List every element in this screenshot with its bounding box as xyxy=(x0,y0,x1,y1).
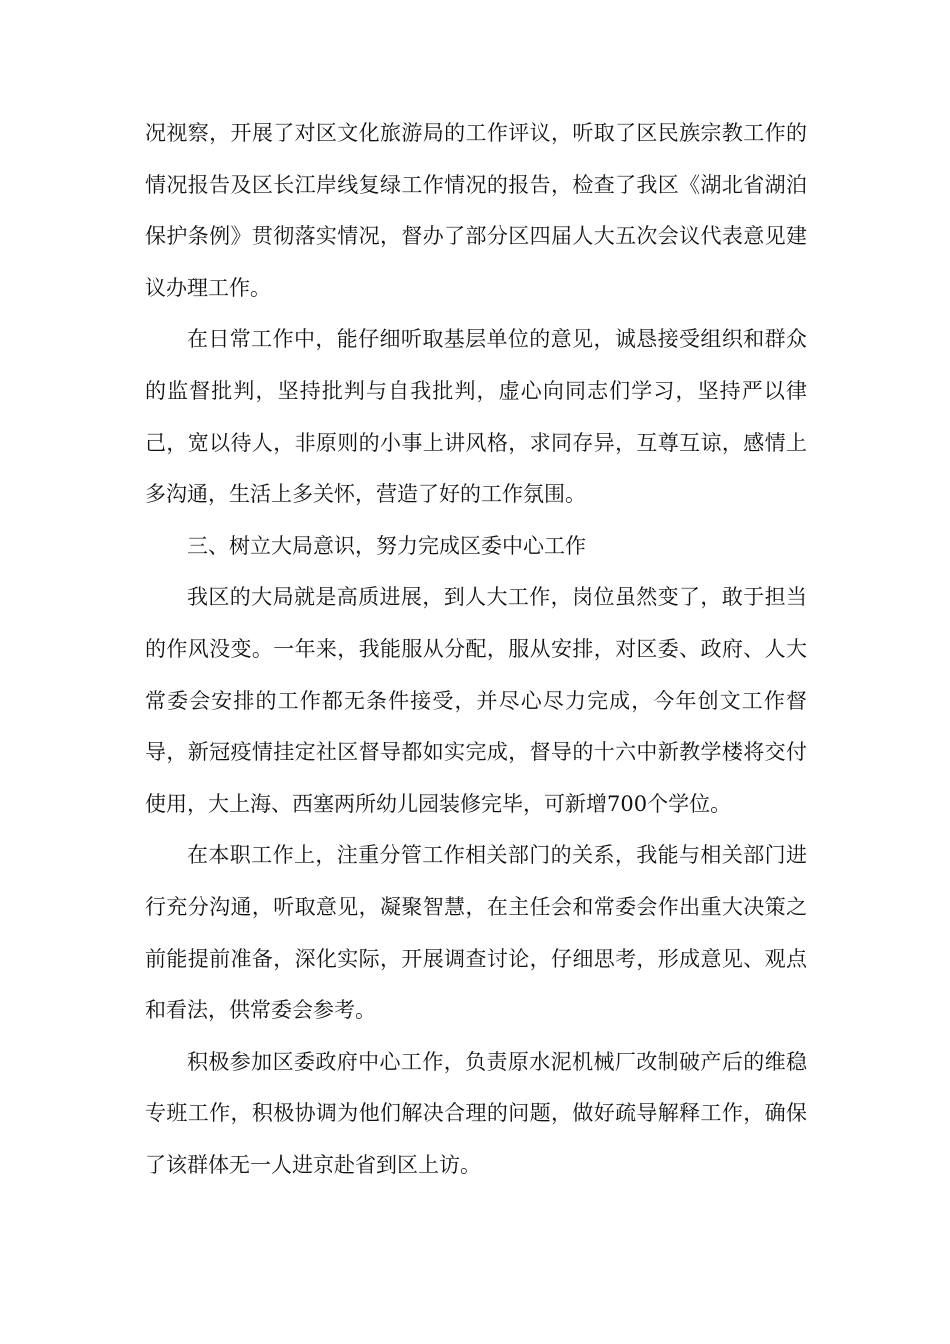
paragraph-continuation: 况视察，开展了对区文化旅游局的工作评议，听取了区民族宗教工作的情况报告及区长江岸线复绿工作情况的报告，检查了我区《湖北省湖泊保护条例》贯彻落实情况，督办了部分区四届人大五次会议代表意见建议办理工作。 xyxy=(145,121,807,300)
paragraph-overall-situation: 我区的大局就是高质进展，到人大工作，岗位虽然变了，敢于担当的作风没变。一年来，我能服从分配，服从安排，对区委、政府、人大常委会安排的工作都无条件接受，并尽心尽力完成，今年创文工作督导，新冠疫情挂定社区督导都如实完成，督导的十六中新教学楼将交付使用，大上海、西塞两所幼儿园装修完毕，可新增700个学位。 xyxy=(145,585,807,816)
paragraph-own-duties: 在本职工作上，注重分管工作相关部门的关系，我能与相关部门进行充分沟通，听取意见，凝聚智慧，在主任会和常委会作出重大决策之前能提前准备，深化实际，开展调查讨论，仔细思考，形成意见、观点和看法，供常委会参考。 xyxy=(145,843,807,1023)
document-body xyxy=(145,108,807,1191)
paragraph-central-work: 积极参加区委政府中心工作，负责原水泥机械厂改制破产后的维稳专班工作，积极协调为他们解决合理的问题，做好疏导解释工作，确保了该群体无一人进京赴省到区上访。 xyxy=(145,1049,807,1177)
paragraph-daily-work: 在日常工作中，能仔细听取基层单位的意见，诚恳接受组织和群众的监督批判，坚持批判与自我批判，虚心向同志们学习，坚持严以律己，宽以待人，非原则的小事上讲风格，求同存异，互尊互谅，感情上多沟通，生活上多关怀，营造了好的工作氛围。 xyxy=(145,327,807,507)
section-heading-three: 三、树立大局意识，努力完成区委中心工作 xyxy=(187,533,586,558)
